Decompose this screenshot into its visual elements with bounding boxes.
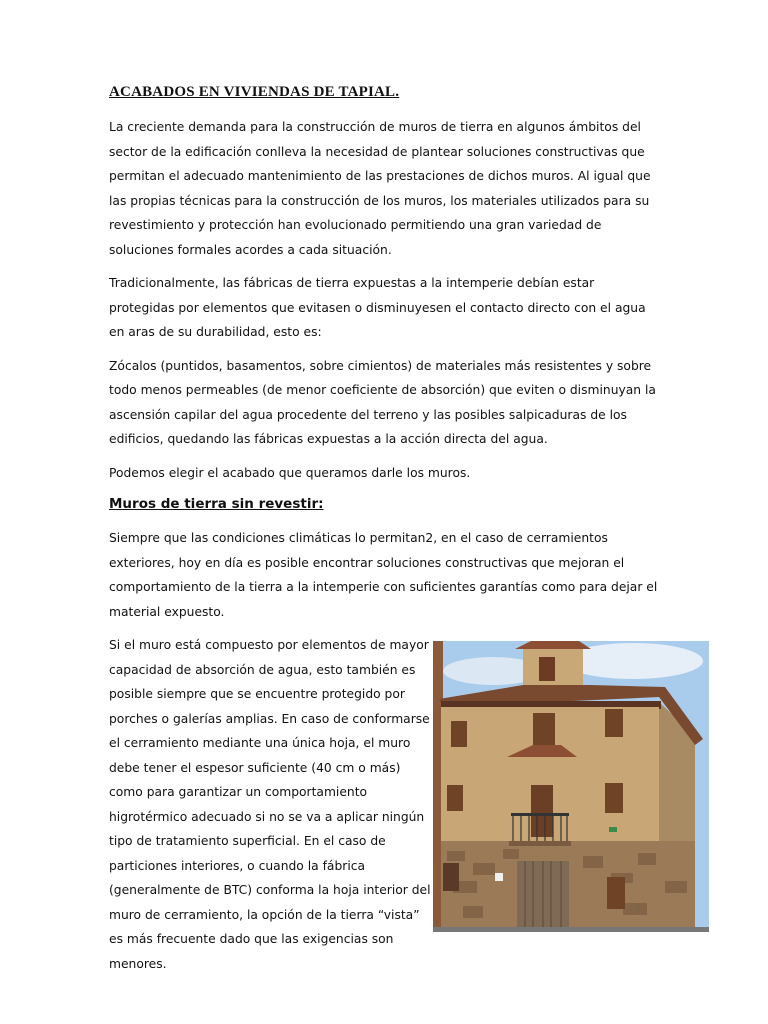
paragraph-figure-text: Si el muro está compuesto por elementos de mayor capacidad de absorción de agua, esto también es posible siempre que se encuentre protegido por porches o galerías amplias. En caso de conformarse el cerramiento mediante una única hoja, el muro debe tener el espesor suficiente (40 cm o más) como para garantizar un comportamiento higrotérmico adecuado si no se va a aplicar ningún tipo de tratamiento superficial. En el caso de particiones interiores, o cuando la fábrica (generalmente de BTC) conforma la hoja interior del muro de cerramiento, la opción de la tierra “vista” es más frecuente dado que las exigencias son menores. <box>109 638 431 971</box>
building-photo <box>433 641 709 932</box>
document-title: ACABADOS EN VIVIENDAS DE TAPIAL. <box>109 84 400 100</box>
paragraph-acabado: Podemos elegir el acabado que queramos darle los muros. <box>109 465 471 480</box>
figure-block <box>109 633 661 971</box>
document-page <box>109 84 661 971</box>
section-heading: Muros de tierra sin revestir: <box>109 496 324 512</box>
paragraph-zocalos: Zócalos (puntidos, basamentos, sobre cimientos) de materiales más resistentes y sobre todo menos permeables (de menor coeficiente de absorción) que eviten o disminuyan la ascensión capilar del agua procedente del terreno y las posibles salpicaduras de los edificios, quedando las fábricas expuestas a la acción directa del agua. <box>109 358 656 446</box>
paragraph-intro: La creciente demanda para la construcción de muros de tierra en algunos ámbitos del sector de la edificación conlleva la necesidad de plantear soluciones constructivas que permitan el adecuado mantenimiento de las prestaciones de dichos muros. Al igual que las propias técnicas para la construcción de los muros, los materiales utilizados para su revestimiento y protección han evolucionado permitiendo una gran variedad de soluciones formales acordes a cada situación. <box>109 120 651 257</box>
paragraph-section: Siempre que las condiciones climáticas lo permitan2, en el caso de cerramientos exteriores, hoy en día es posible encontrar soluciones constructivas que mejoran el comportamiento de la tierra a la intemperie con suficientes garantías como para dejar el material expuesto. <box>109 531 658 619</box>
paragraph-traditional: Tradicionalmente, las fábricas de tierra expuestas a la intemperie debían estar protegidas por elementos que evitasen o disminuyesen el contacto directo con el agua en aras de su durabilidad, esto es: <box>109 276 646 339</box>
